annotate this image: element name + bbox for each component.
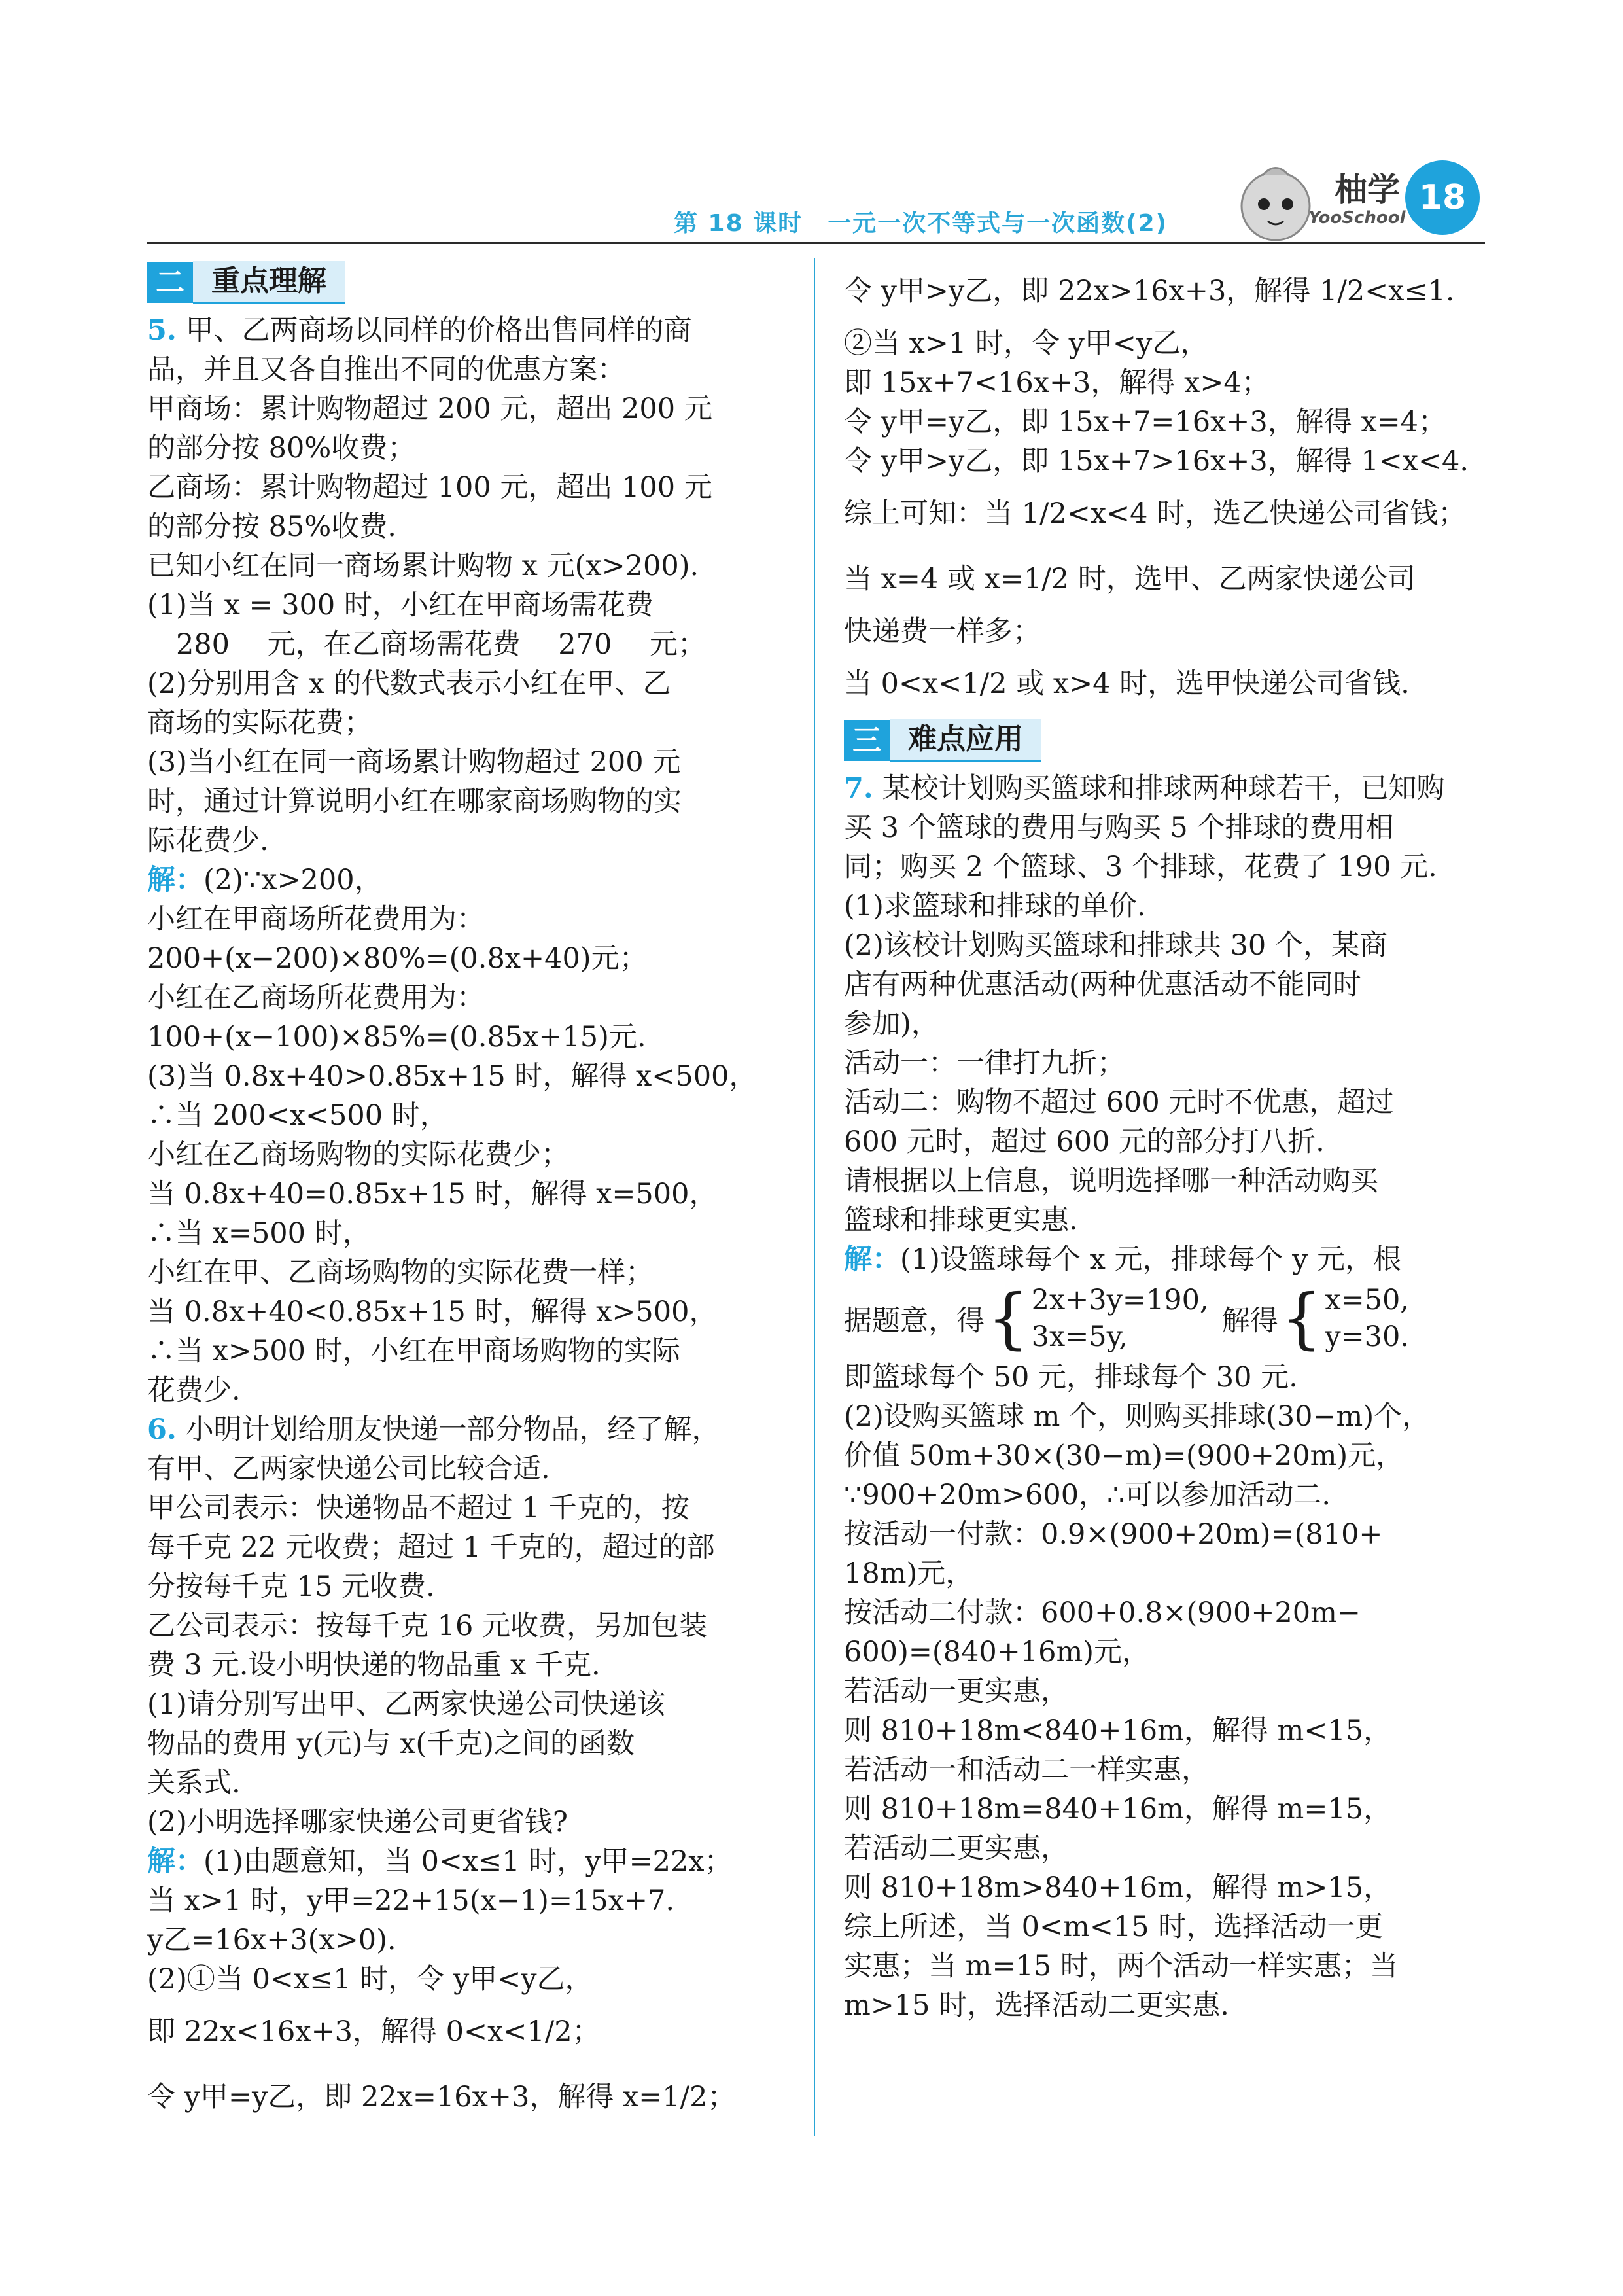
page-number: 18 (1405, 160, 1480, 235)
solution-text: (3)当 0.8x+40>0.85x+15 时，解得 x<500， (147, 1060, 758, 1093)
solution-text: 若活动二更实惠， (844, 1832, 1069, 1865)
equation-system-line (844, 1279, 1485, 1358)
question-text: (1)请分别写出甲、乙两家快递公司快递该 (147, 1688, 665, 1721)
question-text: (2)分别用含 x 的代数式表示小红在甲、乙 (147, 667, 671, 700)
answer-blank: 270 (529, 625, 640, 664)
solution-text: ∵900+20m>600，∴可以参加活动二. (844, 1479, 1331, 1511)
solution-text: ∴当 200<x<500 时， (147, 1099, 448, 1132)
section-header-key-understanding (147, 258, 792, 307)
question-text: 活动一：一律打九折； (844, 1047, 1125, 1080)
equation: x=50, (1325, 1284, 1409, 1316)
chapter-title: 第 18 课时 一元一次不等式与一次函数(2) (674, 210, 1168, 237)
solution-text: 100+(x−100)×85%=(0.85x+15)元. (147, 1021, 646, 1053)
solution-text: 小红在乙商场购物的实际花费少； (147, 1139, 569, 1171)
solution-text: 令 y甲>y乙，即 15x+7>16x+3，解得 1<x<4. (844, 445, 1469, 478)
answer-blank: 280 (147, 625, 258, 664)
brace-icon: { (1280, 1280, 1323, 1356)
question-text: 费 3 元.设小明快递的物品重 x 千克. (147, 1649, 601, 1682)
section-title: 重点理解 (193, 261, 345, 304)
question-6-continued (844, 258, 1485, 716)
question-text: 际花费少. (147, 824, 269, 857)
solution-text: 小红在乙商场所花费用为： (147, 981, 485, 1014)
question-text: (1)当 x = 300 时，小红在甲商场需花费 (147, 589, 654, 622)
question-text: 时，通过计算说明小红在哪家商场购物的实 (147, 785, 682, 818)
question-text: 买 3 个篮球的费用与购买 5 个排球的费用相 (844, 811, 1394, 844)
equation: 3x=5y, (1031, 1320, 1128, 1353)
solution-text: ∴当 x=500 时， (147, 1217, 371, 1250)
solution-text: 即 22x<16x+3，解得 0<x<1/2； (147, 2015, 601, 2048)
solution-text: 据题意，得 (844, 1304, 985, 1337)
header-rule (147, 242, 1485, 244)
question-text: 有甲、乙两家快递公司比较合适. (147, 1453, 550, 1485)
solution-label: 解： (147, 1845, 203, 1878)
solution-label: 解： (147, 864, 203, 896)
question-text: 小明计划给朋友快递一部分物品，经了解， (185, 1413, 720, 1446)
solution-text: 按活动一付款：0.9×(900+20m)=(810+ (844, 1518, 1383, 1551)
brace-icon: { (987, 1280, 1029, 1356)
left-column (147, 258, 792, 2130)
question-text: (1)求篮球和排球的单价. (844, 890, 1146, 923)
solution-text: (1)由题意知，当 0<x≤1 时，y甲=22x； (203, 1845, 733, 1878)
question-5 (147, 311, 792, 1410)
solution-text: 若活动一和活动二一样实惠， (844, 1754, 1210, 1786)
solution-text: 花费少. (147, 1374, 241, 1407)
solution-text: 18m)元， (844, 1557, 974, 1590)
question-text: 篮球和排球更实惠. (844, 1204, 1078, 1237)
section-number: 二 (147, 262, 193, 303)
equation-system (1325, 1282, 1409, 1355)
question-text: 甲、乙两商场以同样的价格出售同样的商 (185, 314, 692, 347)
solution-text: 解得 (1221, 1304, 1278, 1337)
question-number: 5. (147, 314, 177, 347)
answer-line (147, 625, 792, 664)
solution-text: 则 810+18m>840+16m，解得 m>15， (844, 1871, 1392, 1904)
question-text: 关系式. (147, 1767, 241, 1799)
question-text: 的部分按 85%收费. (147, 510, 396, 543)
brand-name: 柚学 (1335, 171, 1400, 209)
equation-system (1032, 1282, 1209, 1355)
solution-text: 实惠；当 m=15 时，两个活动一样实惠；当 (844, 1950, 1398, 1983)
solution-text: 若活动一更实惠， (844, 1675, 1069, 1708)
brand-name-en: YooSchool (1308, 208, 1406, 228)
right-column (844, 258, 1485, 2025)
section-number: 三 (844, 720, 890, 761)
question-text: 品，并且又各自推出不同的优惠方案： (147, 353, 625, 386)
question-text: 参加)， (844, 1008, 939, 1040)
solution-text: 快递费一样多； (844, 615, 1041, 648)
solution-text: 价值 50m+30×(30−m)=(900+20m)元， (844, 1439, 1405, 1472)
solution-text: (2)①当 0<x≤1 时，令 y甲<y乙， (147, 1963, 593, 1996)
solution-text: 当 0.8x+40<0.85x+15 时，解得 x>500， (147, 1296, 718, 1328)
question-text: 店有两种优惠活动(两种优惠活动不能同时 (844, 968, 1361, 1001)
solution-text: 即 15x+7<16x+3，解得 x>4； (844, 366, 1270, 399)
question-text: (3)当小红在同一商场累计购物超过 200 元 (147, 746, 681, 779)
solution-text: 当 0<x<1/2 或 x>4 时，选甲快递公司省钱. (844, 667, 1410, 700)
question-text: 600 元时，超过 600 元的部分打八折. (844, 1125, 1325, 1158)
solution-text: m>15 时，选择活动二更实惠. (844, 1989, 1229, 2022)
question-text: 某校计划购买篮球和排球两种球若干，已知购 (882, 772, 1445, 805)
section-title: 难点应用 (890, 719, 1041, 762)
question-text: (2)该校计划购买篮球和排球共 30 个，某商 (844, 929, 1387, 962)
question-text: 活动二：购物不超过 600 元时不优惠，超过 (844, 1086, 1394, 1119)
question-7 (844, 769, 1485, 2025)
solution-text: 600)=(840+16m)元， (844, 1636, 1151, 1669)
equation: y=30. (1325, 1320, 1410, 1353)
solution-text: 则 810+18m<840+16m，解得 m<15， (844, 1714, 1392, 1747)
solution-text: 小红在甲商场所花费用为： (147, 903, 485, 936)
solution-text: 令 y甲=y乙，即 15x+7=16x+3，解得 x=4； (844, 406, 1446, 438)
solution-text: ∴当 x>500 时，小红在甲商场购物的实际 (147, 1335, 680, 1368)
solution-text: 按活动二付款：600+0.8×(900+20m− (844, 1597, 1361, 1629)
question-text: 甲商场：累计购物超过 200 元，超出 200 元 (147, 393, 712, 425)
question-text: 每千克 22 元收费；超过 1 千克的，超过的部 (147, 1531, 715, 1564)
solution-text: y乙=16x+3(x>0). (147, 1924, 396, 1956)
question-text: 的部分按 80%收费； (147, 432, 416, 465)
solution-label: 解： (844, 1243, 900, 1276)
page-header (0, 0, 1623, 249)
solution-text: 当 0.8x+40=0.85x+15 时，解得 x=500， (147, 1178, 718, 1210)
question-text: 分按每千克 15 元收费. (147, 1570, 435, 1603)
column-divider (814, 258, 815, 2136)
question-text: 乙公司表示：按每千克 16 元收费，另加包装 (147, 1610, 708, 1642)
solution-text: 当 x=4 或 x=1/2 时，选甲、乙两家快递公司 (844, 563, 1416, 595)
equation: 2x+3y=190, (1031, 1284, 1209, 1316)
section-header-difficult-application (844, 716, 1485, 765)
solution-text: 当 x>1 时，y甲=22+15(x−1)=15x+7. (147, 1884, 674, 1917)
question-text: (2)小明选择哪家快递公司更省钱? (147, 1806, 568, 1839)
solution-text: 则 810+18m=840+16m，解得 m=15， (844, 1793, 1392, 1826)
question-text: 商场的实际花费； (147, 707, 372, 739)
solution-text: (2)设购买篮球 m 个，则购买排球(30−m)个， (844, 1400, 1431, 1433)
question-text: 请根据以上信息，说明选择哪一种活动购买 (844, 1165, 1378, 1197)
question-text: 同；购买 2 个篮球、3 个排球，花费了 190 元. (844, 851, 1437, 883)
question-text: 已知小红在同一商场累计购物 x 元(x>200). (147, 550, 699, 582)
solution-text: (1)设篮球每个 x 元，排球每个 y 元，根 (900, 1243, 1402, 1276)
solution-text: 小红在甲、乙商场购物的实际花费一样； (147, 1256, 654, 1289)
solution-text: 200+(x−200)×80%=(0.8x+40)元； (147, 942, 648, 975)
solution-text: 综上所述，当 0<m<15 时，选择活动一更 (844, 1911, 1384, 1943)
question-text: 元，在乙商场需花费 (267, 628, 521, 661)
solution-text: 令 y甲=y乙，即 22x=16x+3，解得 x=1/2； (147, 2081, 736, 2113)
solution-text: (2)∵x>200， (203, 864, 383, 896)
question-text: 甲公司表示：快递物品不超过 1 千克的，按 (147, 1492, 689, 1525)
solution-text: 综上可知：当 1/2<x<4 时，选乙快递公司省钱； (844, 497, 1467, 530)
question-text: 物品的费用 y(元)与 x(千克)之间的函数 (147, 1727, 635, 1760)
question-text: 元； (650, 628, 707, 661)
question-number: 7. (844, 772, 873, 805)
question-number: 6. (147, 1413, 177, 1446)
solution-text: 令 y甲>y乙，即 22x>16x+3，解得 1/2<x≤1. (844, 275, 1455, 308)
question-text: 乙商场：累计购物超过 100 元，超出 100 元 (147, 471, 712, 504)
solution-text: ②当 x>1 时，令 y甲<y乙， (844, 327, 1209, 360)
question-6 (147, 1410, 792, 2130)
solution-text: 即篮球每个 50 元，排球每个 30 元. (844, 1361, 1298, 1394)
